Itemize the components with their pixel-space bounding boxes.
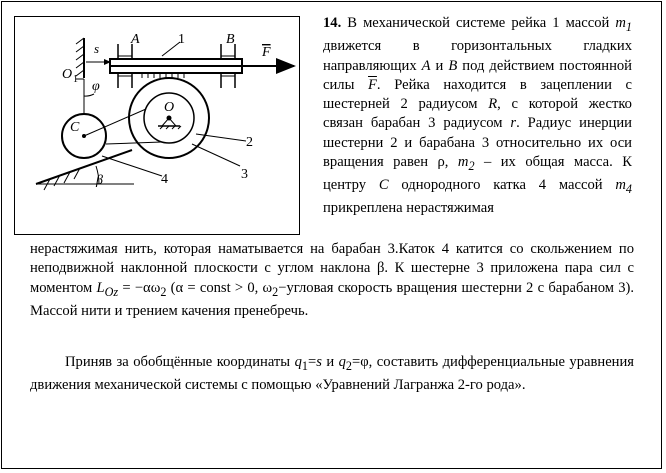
symbol-moment: L xyxy=(96,279,105,296)
moment-formula: = −αω xyxy=(118,279,161,296)
symbol-moment-sub: Oz xyxy=(104,284,119,299)
label-s: s xyxy=(94,41,100,56)
symbol-m1-sub: 1 xyxy=(625,19,632,34)
problem-statement-continuation xyxy=(30,240,634,321)
label-leaders xyxy=(102,134,246,176)
text-segment: движется в горизонтальных гладких направляющих xyxy=(323,38,632,74)
problem-statement-intro xyxy=(323,14,632,219)
label-phi: φ xyxy=(92,79,100,94)
text-segment: , составить дифференциальные уравнения движения механической системы с помощью «Уравнений Лагранжа 2-го рода». xyxy=(30,354,635,394)
text-segment: однородного катка 4 массой xyxy=(388,177,616,194)
label-o: O xyxy=(164,100,175,115)
label-o1: O xyxy=(62,67,73,82)
symbol-m2-sub: 2 xyxy=(468,158,475,173)
text-segment: В механической системе рейка 1 массой xyxy=(341,15,616,31)
symbol-m2: m xyxy=(457,153,469,170)
rack-1 xyxy=(110,59,242,78)
text-segment: – их общая масса. К центру xyxy=(323,153,632,194)
text-segment: под действием постоянной силы xyxy=(323,57,632,93)
text-segment: . Рейка находится в зацеплении с шестерней 2 радиусом xyxy=(323,76,632,113)
symbol-m4-sub: 4 xyxy=(625,182,632,197)
text-segment: =φ xyxy=(351,354,369,370)
symbol-q1-sub: 1 xyxy=(301,358,308,373)
label-a: A xyxy=(131,32,140,47)
text-segment: и xyxy=(430,57,449,74)
figure-border xyxy=(15,17,300,235)
symbol-r-big: R xyxy=(488,96,498,113)
label-beta: β xyxy=(96,173,103,188)
mechanism-figure xyxy=(14,16,300,235)
label-c: C xyxy=(70,120,80,135)
label-o1-sub: 1 xyxy=(73,74,78,85)
symbol-q1: q xyxy=(294,354,302,370)
problem-number: 14. xyxy=(323,15,342,31)
moment-formula-sub: 2 xyxy=(160,284,167,299)
text-segment: , с которой жестко связан барабан 3 радиусом xyxy=(323,96,632,132)
text-segment: (α = const > 0, ω xyxy=(166,279,273,296)
text-segment: −угловая скорость вращения шестерни 2 с барабаном 3). Массой нити и трением качения пренебречь. xyxy=(30,279,635,319)
symbol-q2-sub: 2 xyxy=(345,358,352,373)
symbol-r-small: r xyxy=(510,115,517,132)
omega-sub: 2 xyxy=(272,284,279,299)
label-roller: 4 xyxy=(161,172,168,187)
symbol-s: s xyxy=(316,354,322,370)
text-segment: = xyxy=(307,354,317,370)
symbol-force: $\overline{F}$ xyxy=(368,76,377,93)
left-wall xyxy=(76,38,84,78)
text-segment: прикреплена нерастяжимая xyxy=(323,200,494,217)
symbol-m1: m xyxy=(615,15,626,31)
text-segment: Приняв за обобщённые координаты xyxy=(65,354,295,370)
problem-task xyxy=(30,353,634,396)
symbol-a: A xyxy=(421,57,431,74)
label-drum: 3 xyxy=(241,167,248,182)
label-gear: 2 xyxy=(246,135,253,150)
symbol-q2: q xyxy=(338,354,346,370)
label-force: F xyxy=(262,45,271,60)
symbol-m4: m xyxy=(615,177,626,194)
symbol-c: C xyxy=(378,177,389,194)
text-segment: нерастяжимая нить, которая наматывается на барабан 3.Каток 4 катится со скольжением по неподвижной наклонной плоскости с углом наклона β. К шестерне 3 приложена пара сил с моментом xyxy=(30,241,634,296)
symbol-b: B xyxy=(448,57,458,74)
label-rack: 1 xyxy=(178,32,185,47)
text-segment: и xyxy=(321,354,339,370)
label-b: B xyxy=(226,32,235,47)
text-segment: . Радиус инерции шестерни 2 и барабана 3 относительно их оси вращения равен ρ, xyxy=(323,115,632,170)
